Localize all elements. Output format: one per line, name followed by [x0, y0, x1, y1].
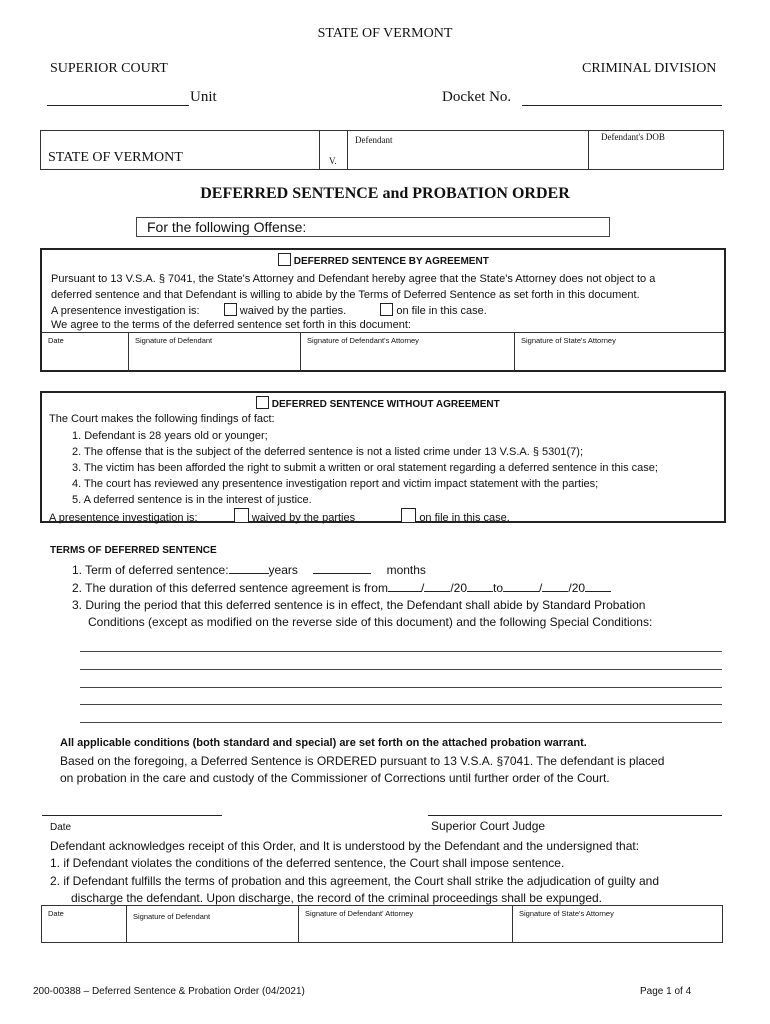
- ack-date-field[interactable]: Date: [48, 909, 64, 918]
- term-of-sentence-row: 1. Term of deferred sentence: years months: [72, 563, 426, 577]
- ack-states-attorney-signature-field[interactable]: Signature of State's Attorney: [512, 906, 722, 942]
- ack-text-2: 1. if Defendant violates the conditions of the deferred sentence, the Court shall impose sentence.: [50, 856, 565, 870]
- defendant-dob-field[interactable]: Defendant's DOB: [601, 132, 665, 142]
- months-field[interactable]: [313, 562, 371, 574]
- unit-field[interactable]: [47, 105, 189, 106]
- agreement-psi-label: A presentence investigation is:: [51, 305, 200, 317]
- without-waived-label: waived by the parties: [251, 512, 356, 524]
- without-on-file-label: on file in this case.: [419, 512, 510, 524]
- ack-text-1: Defendant acknowledges receipt of this Order, and It is understood by the Defendant and the undersigned that:: [50, 839, 640, 853]
- state-heading: STATE OF VERMONT: [317, 26, 453, 41]
- finding-item: 3. The victim has been afforded the right to submit a written or oral statement regarding a deferred sentence in this case;: [72, 462, 658, 474]
- caption-state: STATE OF VERMONT: [48, 150, 183, 165]
- agreement-attorney-signature-field[interactable]: Signature of Defendant's Attorney: [300, 333, 514, 371]
- from-day-field[interactable]: [424, 580, 450, 592]
- conditions-notice: All applicable conditions (both standard and special) are set forth on the attached probation warrant.: [60, 737, 587, 749]
- agreement-defendant-signature-field[interactable]: Signature of Defendant: [128, 333, 300, 371]
- finding-item: 2. The offense that is the subject of the deferred sentence is not a listed crime under 13 V.S.A. § 5301(7);: [72, 446, 584, 458]
- without-agreement-heading: DEFERRED SENTENCE WITHOUT AGREEMENT: [271, 399, 500, 410]
- agreement-date-field[interactable]: Date: [48, 336, 64, 345]
- term-3-line-2: Conditions (except as modified on the reverse side of this document) and the following Special Conditions:: [88, 615, 653, 629]
- term-3-line-1: 3. During the period that this deferred sentence is in effect, the Defendant shall abide by Standard Probation: [72, 598, 646, 612]
- agreement-signature-row: [42, 332, 724, 371]
- unit-label: Unit: [190, 89, 217, 105]
- without-psi-label: A presentence investigation is:: [49, 512, 198, 524]
- judge-date-line[interactable]: [42, 815, 222, 816]
- without-on-file-checkbox[interactable]: [401, 508, 416, 523]
- special-conditions-line[interactable]: [80, 669, 722, 670]
- ack-attorney-signature-field[interactable]: Signature of Defendant' Attorney: [298, 906, 512, 942]
- agreement-checkbox[interactable]: [278, 253, 291, 266]
- duration-row: 2. The duration of this deferred sentence agreement is from / /20 to / /20: [72, 580, 611, 595]
- agreement-waived-label: waived by the parties.: [239, 305, 347, 317]
- page-title: DEFERRED SENTENCE and PROBATION ORDER: [200, 185, 570, 202]
- judge-signature-line[interactable]: [428, 815, 722, 816]
- to-day-field[interactable]: [542, 580, 568, 592]
- order-text-2: on probation in the care and custody of the Commissioner of Corrections until further order of the Court.: [60, 771, 610, 785]
- ack-text-4: discharge the defendant. Upon discharge, the record of the criminal proceedings shall be expunged.: [71, 891, 603, 905]
- defendant-field[interactable]: Defendant: [355, 135, 393, 145]
- criminal-division-label: CRIMINAL DIVISION: [582, 61, 717, 76]
- agreement-consent: We agree to the terms of the deferred sentence set forth in this document:: [51, 319, 411, 331]
- special-conditions-line[interactable]: [80, 687, 722, 688]
- agreement-on-file-checkbox[interactable]: [380, 303, 393, 316]
- without-waived-checkbox[interactable]: [234, 508, 249, 523]
- to-month-field[interactable]: [503, 580, 539, 592]
- findings-intro: The Court makes the following findings of fact:: [49, 413, 275, 425]
- judge-label: Superior Court Judge: [431, 819, 546, 833]
- from-year-field[interactable]: [467, 580, 493, 592]
- order-text-1: Based on the foregoing, a Deferred Sentence is ORDERED pursuant to 13 V.S.A. §7041. The defendant is placed: [60, 754, 665, 768]
- finding-item: 5. A deferred sentence is in the interest of justice.: [72, 494, 312, 506]
- without-agreement-section: [40, 391, 726, 523]
- terms-heading: TERMS OF DEFERRED SENTENCE: [50, 545, 217, 556]
- ack-signature-row: [41, 905, 723, 943]
- finding-item: 1. Defendant is 28 years old or younger;: [72, 430, 268, 442]
- ack-text-3: 2. if Defendant fulfills the terms of probation and this agreement, the Court shall strike the adjudication of guilty and: [50, 874, 660, 888]
- agreement-waived-checkbox[interactable]: [224, 303, 237, 316]
- years-field[interactable]: [229, 562, 269, 574]
- caption-versus: V.: [329, 156, 337, 166]
- agreement-text-1: Pursuant to 13 V.S.A. § 7041, the State's Attorney and Defendant hereby agree that the State's Attorney does not object to a: [51, 273, 656, 285]
- form-number: 200-00388 – Deferred Sentence & Probation Order (04/2021): [33, 986, 305, 997]
- agreement-heading: DEFERRED SENTENCE BY AGREEMENT: [293, 256, 489, 267]
- special-conditions-line[interactable]: [80, 651, 722, 652]
- special-conditions-line[interactable]: [80, 704, 722, 705]
- offense-label: For the following Offense:: [147, 219, 307, 235]
- to-year-field[interactable]: [585, 580, 611, 592]
- from-month-field[interactable]: [388, 580, 421, 592]
- agreement-section: [40, 248, 726, 372]
- finding-item: 4. The court has reviewed any presentence investigation report and victim impact statement with the parties;: [72, 478, 599, 490]
- docket-field[interactable]: [522, 105, 722, 106]
- case-caption-box: [40, 130, 724, 170]
- agreement-on-file-label: on file in this case.: [396, 305, 487, 317]
- page-number: Page 1 of 4: [640, 986, 692, 997]
- agreement-text-2: deferred sentence and that Defendant is willing to abide by the Terms of Deferred Sentence as set forth in this document.: [51, 289, 640, 301]
- special-conditions-line[interactable]: [80, 722, 722, 723]
- offense-field[interactable]: [136, 217, 610, 237]
- ack-defendant-signature-field[interactable]: Signature of Defendant: [126, 906, 298, 942]
- judge-date-label: Date: [50, 822, 72, 833]
- superior-court-label: SUPERIOR COURT: [50, 61, 168, 76]
- without-agreement-checkbox[interactable]: [256, 396, 269, 409]
- docket-label: Docket No.: [442, 89, 512, 105]
- agreement-states-attorney-signature-field[interactable]: Signature of State's Attorney: [514, 333, 724, 371]
